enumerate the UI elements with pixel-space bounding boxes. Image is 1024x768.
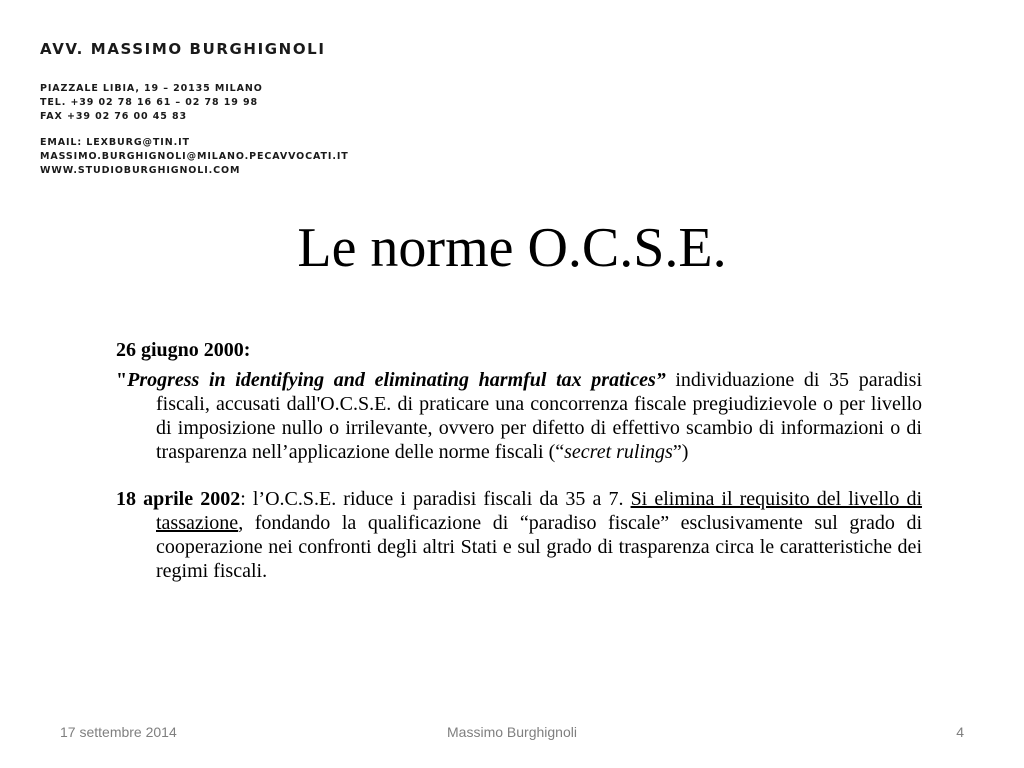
section1-quote-open: "	[116, 369, 128, 391]
footer-page-number: 4	[956, 724, 964, 740]
firm-pec-email: MASSIMO.BURGHIGNOLI@MILANO.PECAVVOCATI.IT	[40, 151, 349, 162]
section2-paragraph	[116, 487, 922, 583]
letterhead	[40, 40, 349, 178]
firm-name: AVV. MASSIMO BURGHIGNOLI	[40, 40, 326, 58]
section1-term: secret rulings	[564, 441, 673, 463]
firm-website: WWW.STUDIOBURGHIGNOLI.COM	[40, 165, 241, 176]
section2-text-a: : l’O.C.S.E. riduce i paradisi fiscali da 35 a 7.	[240, 488, 631, 510]
section2-underlined-text: Si elimina il requisito del livello di tassazione	[156, 488, 923, 534]
firm-address: PIAZZALE LIBIA, 19 – 20135 MILANO	[40, 83, 263, 94]
letterhead-spacer	[40, 124, 349, 136]
section1-report-title: Progress in identifying and eliminating harmful tax pratices”	[127, 369, 666, 391]
slide-body	[116, 338, 922, 583]
section1-date: 26 giugno 2000:	[116, 339, 251, 361]
section1-paragraph	[116, 368, 922, 464]
section2-text-b: , fondando la qualificazione di “paradiso fiscale” esclusivamente sul grado di cooperazione nei confronti degli altri Stati e sul grado di trasparenza circa le caratteristiche dei regimi fiscali.	[156, 512, 922, 582]
section1-close: ”)	[672, 441, 689, 463]
section1-text: individuazione di 35 paradisi fiscali, accusati dall'O.C.S.E. di praticare una concorrenza fiscale pregiudizievole o per livello di imposizione nullo o irrilevante, ovvero per difetto di effettivo scambio di informazioni o di trasparenza nell’applicazione delle norme fiscali (“	[156, 369, 922, 463]
section2-date: 18 aprile 2002	[116, 488, 241, 510]
firm-email: EMAIL: LEXBURG@TIN.IT	[40, 137, 190, 148]
firm-telephone: TEL. +39 02 78 16 61 – 02 78 19 98	[40, 97, 258, 108]
firm-fax: FAX +39 02 76 00 45 83	[40, 111, 188, 122]
footer-author: Massimo Burghignoli	[447, 724, 577, 740]
footer-date: 17 settembre 2014	[60, 724, 177, 740]
slide-title: Le norme O.C.S.E.	[297, 217, 727, 279]
